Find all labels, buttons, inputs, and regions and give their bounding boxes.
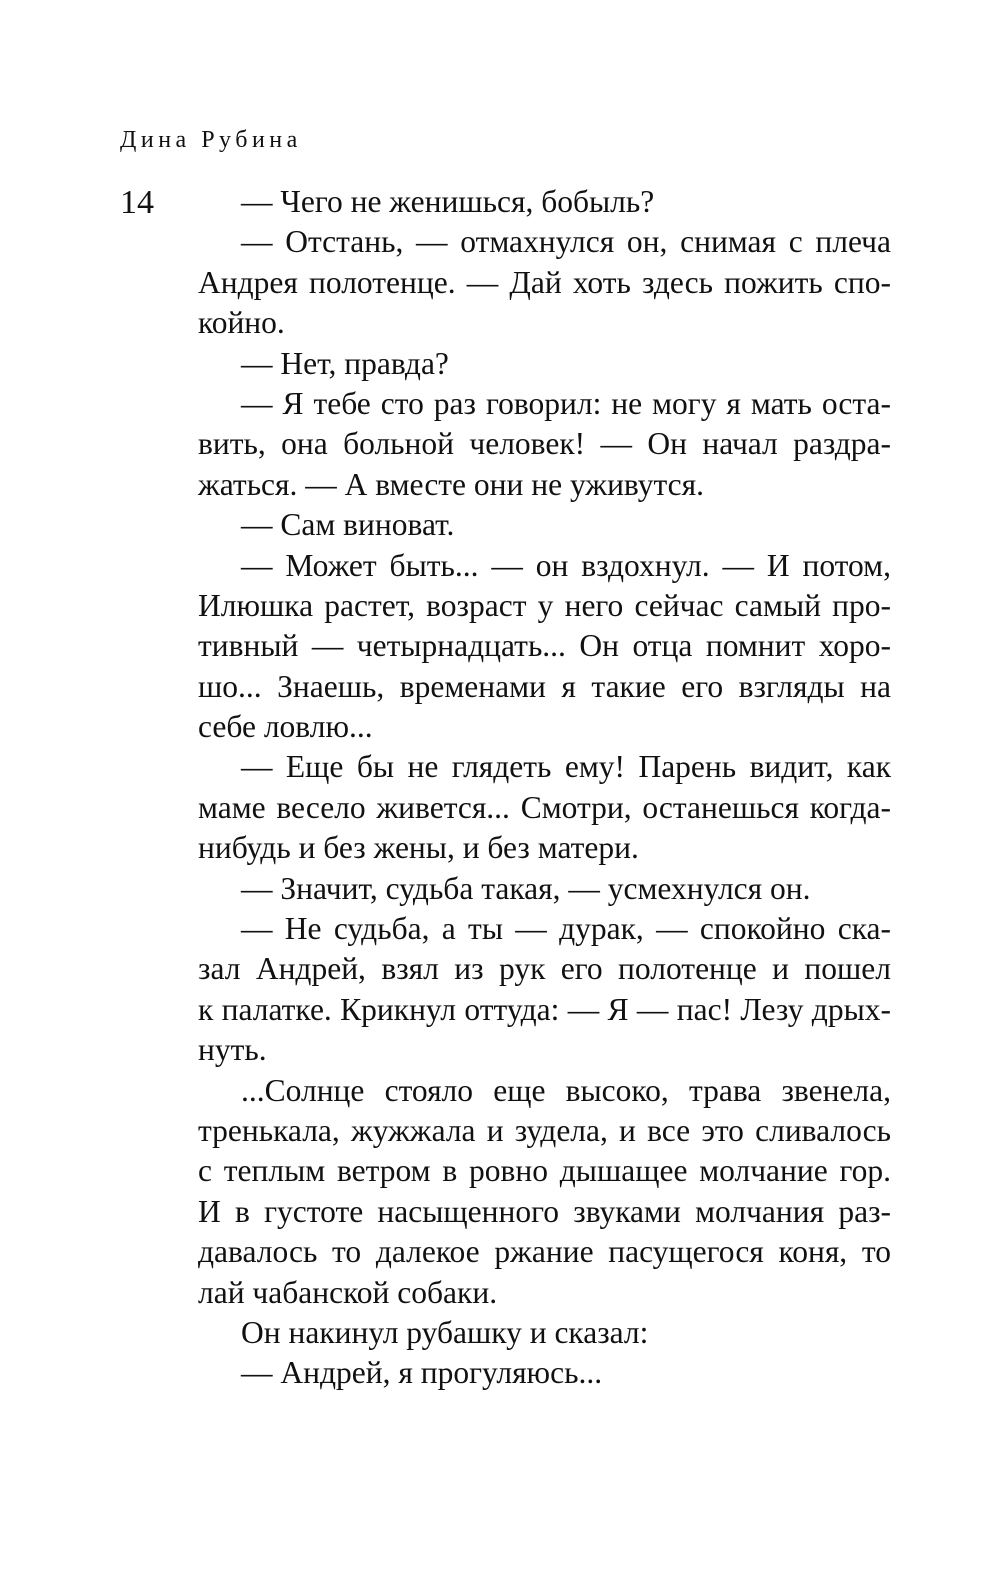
- text-line: нибудь и без жены, и без матери.: [198, 830, 639, 866]
- text-line: — Значит, судьба такая, — усмехнулся он.: [241, 870, 811, 906]
- text-line: — Чего не женишься, бобыль?: [241, 184, 655, 219]
- text-line: И в густоте насыщенного звуками молчания раз-: [198, 1193, 891, 1229]
- text-line: — Может быть... — он вздохнул. — И потом,: [241, 547, 891, 583]
- text-line: — Нет, правда?: [241, 345, 449, 381]
- text-line: — Отстань, — отмахнулся он, снимая с плеча: [241, 224, 891, 260]
- text-line: койно.: [198, 305, 285, 341]
- text-line: — Еще бы не глядеть ему! Парень видит, как: [241, 749, 891, 785]
- text-line: маме весело живется... Смотри, останешься когда-: [198, 789, 891, 825]
- text-line: шо... Знаешь, временами я такие его взгляды на: [198, 668, 891, 704]
- running-head-author: Дина Рубина: [120, 127, 302, 153]
- text-line: Илюшка растет, возраст у него сейчас самый про-: [198, 587, 891, 623]
- text-line: тивный — четырнадцать... Он отца помнит хоро-: [198, 628, 891, 664]
- text-line: — Не судьба, а ты — дурак, — спокойно ска-: [241, 911, 891, 947]
- text-line: с теплым ветром в ровно дышащее молчание гор.: [198, 1153, 891, 1189]
- page-number: 14: [120, 184, 154, 221]
- text-line: нуть.: [198, 1032, 267, 1068]
- text-line: — Сам виноват.: [241, 507, 455, 543]
- text-line: ...Солнце стояло еще высоко, трава звенела,: [241, 1072, 891, 1108]
- text-line: Андрея полотенце. — Дай хоть здесь пожить спо-: [198, 264, 891, 300]
- text-line: лай чабанской собаки.: [198, 1274, 498, 1310]
- body-text: [198, 182, 891, 1394]
- text-line: Он накинул рубашку и сказал:: [241, 1314, 649, 1350]
- text-line: тренькала, жужжала и зудела, и все это сливалось: [198, 1112, 891, 1148]
- text-line: жаться. — А вместе они не уживутся.: [198, 466, 704, 502]
- text-line: к палатке. Крикнул оттуда: — Я — пас! Лезу дрых-: [198, 991, 891, 1027]
- text-line: — Андрей, я прогуляюсь...: [241, 1355, 603, 1391]
- text-line: вить, она больной человек! — Он начал раздра-: [198, 426, 891, 462]
- text-line: зал Андрей, взял из рук его полотенце и пошел: [198, 951, 891, 987]
- text-line: давалось то далекое ржание пасущегося коня, то: [198, 1234, 891, 1270]
- text-line: себе ловлю...: [198, 709, 373, 745]
- text-line: — Я тебе сто раз говорил: не могу я мать оста-: [241, 385, 891, 421]
